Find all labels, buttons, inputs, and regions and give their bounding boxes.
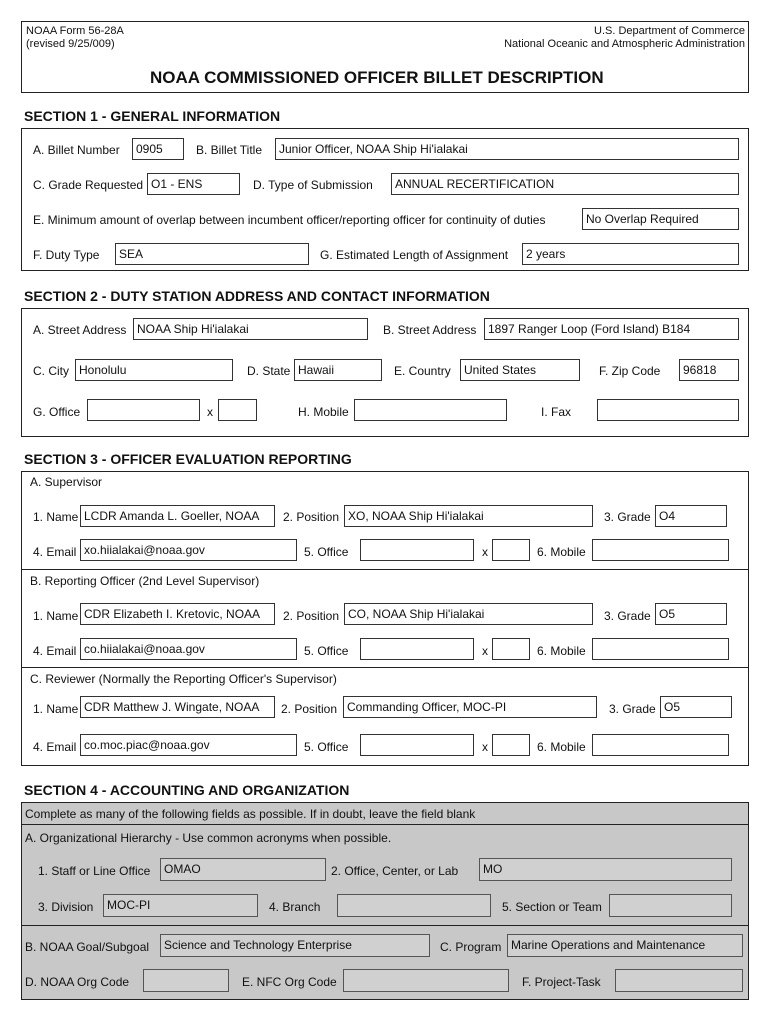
revision-date: (revised 9/25/009) — [26, 38, 115, 50]
state-field[interactable]: Hawaii — [294, 359, 382, 381]
hierarchy-label: A. Organizational Hierarchy - Use common acronyms when possible. — [25, 831, 392, 845]
extension-separator: x — [482, 740, 488, 754]
email-label: 4. Email — [33, 644, 77, 658]
org-code-label: D. NOAA Org Code — [25, 975, 130, 989]
org-code-field[interactable] — [143, 969, 229, 992]
mobile-label: 6. Mobile — [537, 644, 586, 658]
project-task-label: F. Project-Task — [522, 975, 601, 989]
supervisor-grade-field[interactable]: O4 — [655, 505, 727, 527]
staff-office-field[interactable]: OMAO — [160, 858, 326, 881]
divider — [21, 925, 749, 926]
branch-label: 4. Branch — [269, 900, 321, 914]
email-label: 4. Email — [33, 740, 77, 754]
agency: National Oceanic and Atmospheric Administration — [504, 38, 745, 50]
extension-separator: x — [207, 405, 213, 419]
office-center-lab-field[interactable]: MO — [479, 858, 732, 881]
reviewer-label: C. Reviewer (Normally the Reporting Officer's Supervisor) — [30, 672, 337, 686]
office-phone-field[interactable] — [87, 399, 200, 421]
supervisor-email-field[interactable]: xo.hiialakai@noaa.gov — [80, 539, 297, 561]
section-4-heading: SECTION 4 - ACCOUNTING AND ORGANIZATION — [24, 782, 350, 798]
supervisor-extension-field[interactable] — [492, 539, 530, 561]
divider — [21, 569, 749, 570]
grade-requested-label: C. Grade Requested — [33, 178, 144, 192]
supervisor-label: A. Supervisor — [30, 475, 103, 489]
section-3-heading: SECTION 3 - OFFICER EVALUATION REPORTING — [24, 451, 352, 467]
billet-title-label: B. Billet Title — [196, 143, 263, 157]
program-field[interactable]: Marine Operations and Maintenance — [507, 934, 743, 957]
reporting-position-field[interactable]: CO, NOAA Ship Hi'ialakai — [344, 603, 593, 625]
billet-number-field[interactable]: 0905 — [132, 138, 184, 160]
grade-label: 3. Grade — [609, 702, 656, 716]
grade-label: 3. Grade — [604, 510, 651, 524]
program-label: C. Program — [440, 940, 502, 954]
section-1-heading: SECTION 1 - GENERAL INFORMATION — [24, 108, 281, 124]
position-label: 2. Position — [283, 510, 340, 524]
page-title: NOAA COMMISSIONED OFFICER BILLET DESCRIPTION — [150, 68, 604, 87]
email-label: 4. Email — [33, 545, 77, 559]
office-label: 5. Office — [304, 644, 349, 658]
position-label: 2. Position — [281, 702, 338, 716]
mobile-label: 6. Mobile — [537, 545, 586, 559]
supervisor-mobile-field[interactable] — [592, 539, 729, 561]
office-extension-field[interactable] — [218, 399, 257, 421]
reporting-name-field[interactable]: CDR Elizabeth I. Kretovic, NOAA — [80, 603, 275, 625]
branch-field[interactable] — [337, 894, 491, 917]
grade-requested-field[interactable]: O1 - ENS — [147, 173, 240, 195]
position-label: 2. Position — [283, 609, 340, 623]
division-field[interactable]: MOC-PI — [103, 894, 258, 917]
department: U.S. Department of Commerce — [594, 25, 745, 37]
nfc-code-label: E. NFC Org Code — [242, 975, 337, 989]
name-label: 1. Name — [33, 702, 79, 716]
assignment-length-label: G. Estimated Length of Assignment — [320, 248, 509, 262]
reporting-mobile-field[interactable] — [592, 638, 729, 660]
name-label: 1. Name — [33, 609, 79, 623]
section-team-field[interactable] — [609, 894, 732, 917]
reviewer-name-field[interactable]: CDR Matthew J. Wingate, NOAA — [80, 696, 275, 718]
staff-office-label: 1. Staff or Line Office — [38, 864, 151, 878]
office-label: 5. Office — [304, 545, 349, 559]
section-4-note: Complete as many of the following fields as possible. If in doubt, leave the field blank — [25, 807, 476, 821]
reviewer-position-field[interactable]: Commanding Officer, MOC-PI — [343, 696, 597, 718]
city-label: C. City — [33, 364, 69, 378]
duty-type-field[interactable]: SEA — [115, 243, 309, 265]
duty-type-label: F. Duty Type — [33, 248, 100, 262]
reviewer-office-field[interactable] — [360, 734, 474, 756]
divider — [21, 667, 749, 668]
division-label: 3. Division — [38, 900, 94, 914]
supervisor-office-field[interactable] — [360, 539, 474, 561]
reviewer-grade-field[interactable]: O5 — [660, 696, 732, 718]
street-b-field[interactable]: 1897 Ranger Loop (Ford Island) B184 — [484, 318, 739, 340]
reviewer-mobile-field[interactable] — [592, 734, 729, 756]
street-a-field[interactable]: NOAA Ship Hi'ialakai — [133, 318, 368, 340]
office-phone-label: G. Office — [33, 405, 81, 419]
mobile-label: H. Mobile — [298, 405, 349, 419]
overlap-label: E. Minimum amount of overlap between incumbent officer/reporting officer for continuity of duties — [33, 213, 546, 227]
reporting-extension-field[interactable] — [492, 638, 530, 660]
city-field[interactable]: Honolulu — [75, 359, 233, 381]
billet-number-label: A. Billet Number — [33, 143, 120, 157]
reviewer-extension-field[interactable] — [492, 734, 530, 756]
section-team-label: 5. Section or Team — [502, 900, 602, 914]
state-label: D. State — [247, 364, 291, 378]
reporting-officer-label: B. Reporting Officer (2nd Level Supervisor) — [30, 574, 260, 588]
street-b-label: B. Street Address — [383, 323, 477, 337]
billet-title-field[interactable]: Junior Officer, NOAA Ship Hi'ialakai — [275, 138, 739, 160]
office-center-lab-label: 2. Office, Center, or Lab — [331, 864, 459, 878]
overlap-field[interactable]: No Overlap Required — [582, 208, 739, 230]
mobile-label: 6. Mobile — [537, 740, 586, 754]
assignment-length-field[interactable]: 2 years — [522, 243, 739, 265]
country-field[interactable]: United States — [460, 359, 580, 381]
form-number: NOAA Form 56-28A — [26, 25, 124, 37]
street-a-label: A. Street Address — [33, 323, 127, 337]
divider — [21, 824, 749, 825]
goal-label: B. NOAA Goal/Subgoal — [25, 940, 150, 954]
supervisor-position-field[interactable]: XO, NOAA Ship Hi'ialakai — [344, 505, 593, 527]
reviewer-email-field[interactable]: co.moc.piac@noaa.gov — [80, 734, 297, 756]
fax-label: I. Fax — [541, 405, 572, 419]
country-label: E. Country — [394, 364, 451, 378]
extension-separator: x — [482, 545, 488, 559]
project-task-field[interactable] — [615, 969, 743, 992]
submission-type-field[interactable]: ANNUAL RECERTIFICATION — [391, 173, 739, 195]
reporting-office-field[interactable] — [360, 638, 474, 660]
nfc-code-field[interactable] — [343, 969, 509, 992]
zip-label: F. Zip Code — [599, 364, 661, 378]
zip-field[interactable]: 96818 — [679, 359, 739, 381]
goal-field[interactable]: Science and Technology Enterprise — [160, 934, 430, 957]
reporting-email-field[interactable]: co.hiialakai@noaa.gov — [80, 638, 297, 660]
name-label: 1. Name — [33, 510, 79, 524]
fax-field[interactable] — [597, 399, 739, 421]
grade-label: 3. Grade — [604, 609, 651, 623]
reporting-grade-field[interactable]: O5 — [655, 603, 727, 625]
mobile-field[interactable] — [354, 399, 507, 421]
extension-separator: x — [482, 644, 488, 658]
section-2-heading: SECTION 2 - DUTY STATION ADDRESS AND CONTACT INFORMATION — [24, 288, 490, 304]
office-label: 5. Office — [304, 740, 349, 754]
supervisor-name-field[interactable]: LCDR Amanda L. Goeller, NOAA — [80, 505, 275, 527]
submission-type-label: D. Type of Submission — [253, 178, 373, 192]
